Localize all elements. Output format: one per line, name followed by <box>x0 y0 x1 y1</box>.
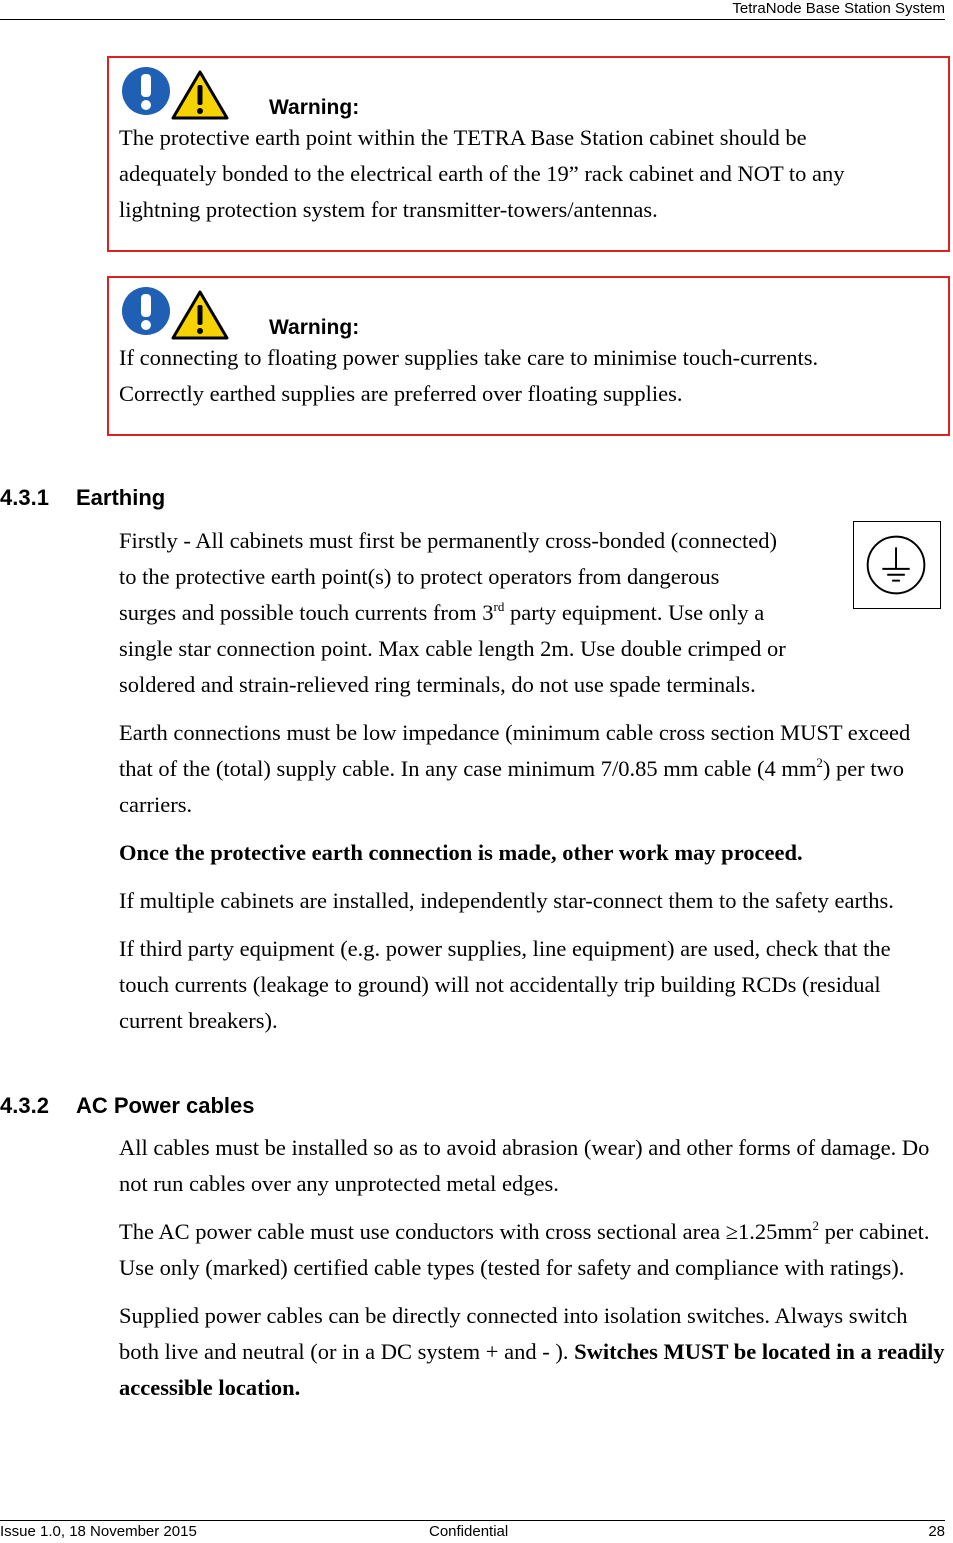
warning-text-line: lightning protection system for transmitter-towers/antennas. <box>119 197 658 222</box>
earthing-bold-statement: Once the protective earth connection is made, other work may proceed. <box>119 840 803 865</box>
earthing-body <box>119 523 945 1051</box>
section-number: 4.3.2 <box>0 1093 49 1118</box>
section-heading-ac-power-cables <box>0 1093 255 1119</box>
text-line: surges and possible touch currents from 3rd party equipment. Use only a <box>119 599 765 625</box>
warning-header <box>119 66 938 120</box>
section-number: 4.3.1 <box>0 485 49 510</box>
section-title: Earthing <box>76 485 166 510</box>
mandatory-action-icon <box>121 286 171 336</box>
footer-page-number: 28 <box>928 1523 945 1540</box>
earthing-paragraph-4: If multiple cabinets are installed, independently star-connect them to the safety earths. <box>119 888 894 913</box>
mandatory-action-icon <box>121 66 171 116</box>
page-footer <box>0 1520 945 1543</box>
footer-issue: Issue 1.0, 18 November 2015 <box>0 1523 197 1540</box>
warning-header <box>119 286 938 340</box>
earthing-paragraph-2: Earth connections must be low impedance (minimum cable cross section MUST exceed that of the (total) supply cable. In any case minimum 7/0.85 mm cable (4 $mm^2$) per two carriers. <box>119 720 911 817</box>
warning-text-line: If connecting to floating power supplies take care to minimise touch-currents. <box>119 345 819 370</box>
footer-classification: Confidential <box>429 1523 509 1540</box>
text-line: to the protective earth point(s) to protect operators from dangerous <box>119 564 720 589</box>
text-line: soldered and strain-relieved ring terminals, do not use spade terminals. <box>119 672 756 697</box>
warning-title: Warning: <box>269 96 360 119</box>
ac-paragraph-3: Supplied power cables can be directly connected into isolation switches. Always switch both live and neutral (or in a DC system + and - ). Switches MUST be located in a readily accessible location. <box>119 1303 945 1400</box>
document-title: TetraNode Base Station System <box>732 0 945 17</box>
warning-triangle-icon <box>171 70 229 120</box>
warning-box-floating-supplies <box>107 276 950 436</box>
section-title: AC Power cables <box>76 1093 255 1118</box>
page-header <box>0 0 945 20</box>
text-line: single star connection point. Max cable length 2m. Use double crimped or <box>119 636 786 661</box>
ac-power-body <box>119 1130 945 1418</box>
warning-text-line: The protective earth point within the TETRA Base Station cabinet should be <box>119 125 807 150</box>
ac-paragraph-2: The AC power cable must use conductors with cross sectional area $\ge 1.25mm^2$ per cabinet. Use only (marked) certified cable types (tested for safety and compliance with ratings). <box>119 1218 930 1280</box>
warning-text-line: Correctly earthed supplies are preferred over floating supplies. <box>119 381 683 406</box>
warning-title: Warning: <box>269 316 360 339</box>
warning-box-earth-bonding <box>107 56 950 252</box>
earthing-paragraph-5: If third party equipment (e.g. power supplies, line equipment) are used, check that the touch currents (leakage to ground) will not accidentally trip building RCDs (residual current breakers). <box>119 936 891 1033</box>
ac-paragraph-1: All cables must be installed so as to avoid abrasion (wear) and other forms of damage. Do not run cables over any unprotected metal edges. <box>119 1135 930 1196</box>
warning-triangle-icon <box>171 290 229 340</box>
text-line: Firstly - All cabinets must first be permanently cross-bonded (connected) <box>119 528 777 553</box>
section-heading-earthing <box>0 485 165 511</box>
earthing-paragraph-1 <box>119 523 945 703</box>
warning-text-line: adequately bonded to the electrical earth of the 19” rack cabinet and NOT to any <box>119 161 845 186</box>
